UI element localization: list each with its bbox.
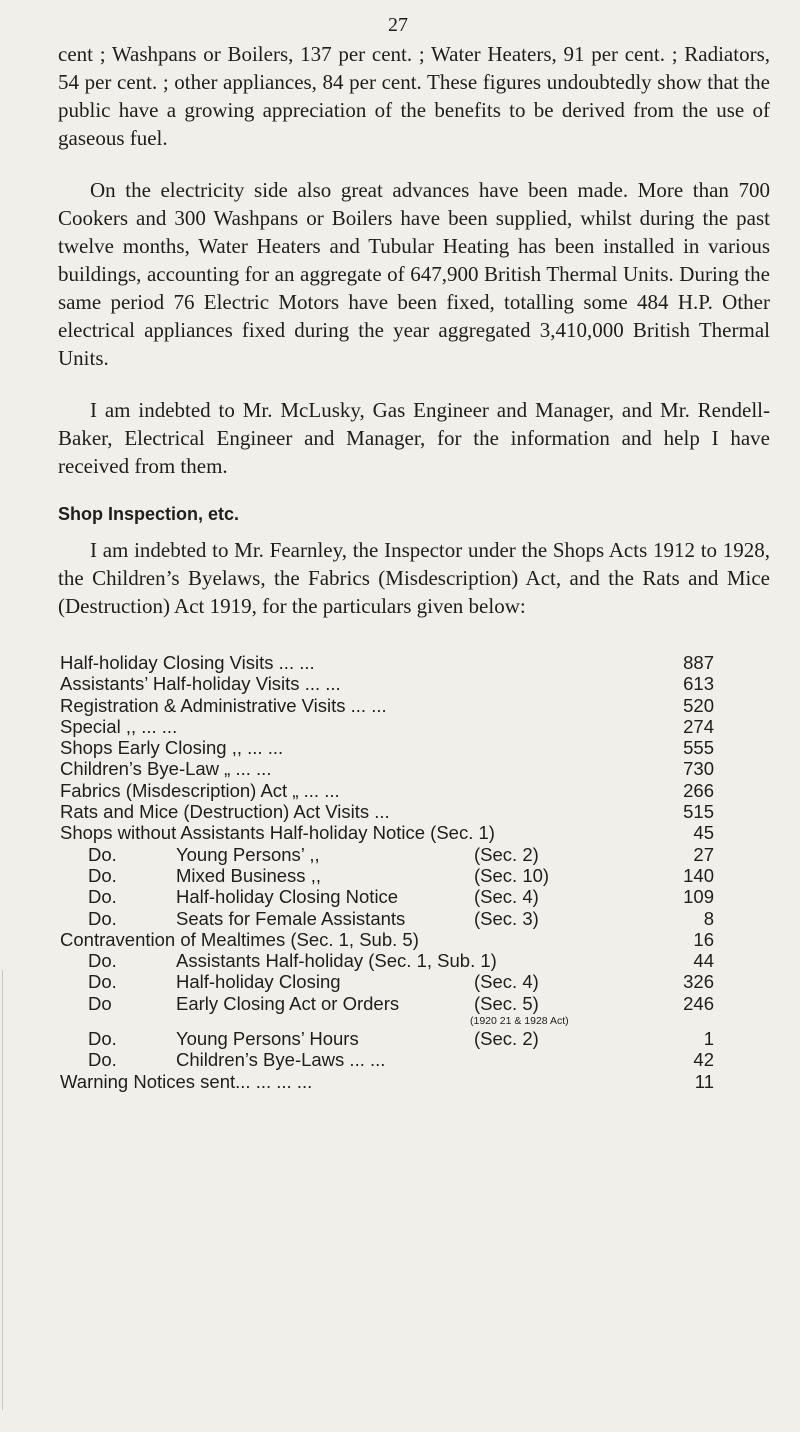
table-row: [60, 1049, 772, 1070]
row-value: 266: [683, 779, 714, 801]
table-row: [60, 929, 772, 950]
row-value: 44: [693, 950, 714, 972]
table-row: [60, 822, 772, 843]
table-row: [60, 652, 772, 673]
row-value: 274: [683, 715, 714, 737]
row-section: (Sec. 10): [474, 864, 550, 886]
row-value: 1: [703, 1028, 714, 1050]
section-heading: Shop Inspection, etc.: [58, 504, 240, 524]
ditto-label: Do.: [88, 843, 117, 865]
row-value: 8: [703, 907, 714, 929]
row-description: Mixed Business ,,: [176, 864, 321, 886]
inspection-table: [60, 652, 772, 1092]
row-value: 11: [694, 1070, 714, 1092]
table-row: [60, 908, 772, 929]
row-value: 42: [693, 1049, 714, 1071]
act-note: (1920 21 & 1928 Act): [470, 1015, 569, 1028]
row-value: 16: [693, 928, 714, 950]
row-description: Young Persons’ Hours: [176, 1028, 359, 1050]
row-value: 326: [683, 971, 714, 993]
page-number: 27: [388, 14, 408, 36]
ditto-label: Do.: [88, 1049, 117, 1071]
table-row: [60, 865, 772, 886]
table-row: [60, 1071, 772, 1092]
row-label: Assistants’ Half-holiday Visits ... ...: [60, 673, 341, 695]
row-label: Warning Notices sent... ... ... ...: [60, 1070, 313, 1092]
row-value: 887: [683, 652, 714, 673]
table-row: [60, 673, 772, 694]
row-description: Children’s Bye-Laws ... ...: [176, 1049, 386, 1071]
table-row: [60, 844, 772, 865]
ditto-label: Do.: [88, 950, 117, 972]
row-section: (Sec. 2): [474, 1028, 539, 1050]
paragraph-electricity: On the electricity side also great advances have been made. More than 700 Cookers and 300 Washpans or Boilers have been supplied, whilst during the past twelve months, Water Heaters and Tubular Heating has been installed in various buildings, accounting for an aggregate of 647,900 British Thermal Units. During the same period 76 Electric Motors have been fixed, totalling some 484 H.P. Other electrical appliances fixed during the year aggregated 3,410,000 British Thermal Units.: [58, 178, 770, 370]
row-section: (Sec. 5): [474, 992, 539, 1014]
row-description: Early Closing Act or Orders: [176, 992, 400, 1014]
row-value: 27: [693, 843, 714, 865]
row-label: Fabrics (Misdescription) Act „ ... ...: [60, 779, 340, 801]
row-value: 140: [683, 864, 714, 886]
row-value: 520: [683, 694, 714, 716]
ditto-label: Do.: [88, 886, 117, 908]
row-value: 515: [683, 801, 714, 823]
row-value: 730: [683, 758, 714, 780]
ditto-label: Do.: [88, 1028, 117, 1050]
row-label: Registration & Administrative Visits ... ...: [60, 694, 387, 716]
row-value: 45: [693, 822, 714, 844]
table-row: [60, 695, 772, 716]
ditto-label: Do.: [88, 864, 117, 886]
row-label: Special ,, ... ...: [60, 715, 178, 737]
ditto-label: Do.: [88, 971, 117, 993]
ditto-label: Do.: [88, 907, 117, 929]
page-edge-line: [2, 970, 3, 1410]
row-value: 613: [683, 673, 714, 695]
row-description: Half-holiday Closing: [176, 971, 341, 993]
row-value: 246: [683, 992, 714, 1014]
row-description: Assistants Half-holiday (Sec. 1, Sub. 1): [176, 950, 497, 972]
row-description: Young Persons’ ,,: [176, 843, 320, 865]
table-row: [60, 886, 772, 907]
row-section: (Sec. 4): [474, 886, 539, 908]
table-row: [60, 1028, 772, 1049]
paragraph-acknowledgement: I am indebted to Mr. McLusky, Gas Engineer and Manager, and Mr. Rendell-Baker, Electrical Engineer and Manager, for the information and help I have received from them.: [58, 398, 770, 478]
table-row: [60, 971, 772, 992]
paragraph-gas-appliances: cent ; Washpans or Boilers, 137 per cent. ; Water Heaters, 91 per cent. ; Radiators, 54 per cent. ; other appliances, 84 per cent. These figures undoubtedly show that the public have a growing appreciation of the benefits to be derived from the use of gaseous fuel.: [58, 42, 770, 150]
table-row: [60, 801, 772, 822]
row-section: (Sec. 2): [474, 843, 539, 865]
row-label: Contravention of Mealtimes (Sec. 1, Sub. 5): [60, 928, 419, 950]
row-description: Seats for Female Assistants: [176, 907, 406, 929]
act-note-row: [60, 1014, 772, 1028]
table-row: [60, 716, 772, 737]
row-label: Half-holiday Closing Visits ... ...: [60, 652, 315, 673]
shop-inspection-intro: I am indebted to Mr. Fearnley, the Inspector under the Shops Acts 1912 to 1928, the Children’s Byelaws, the Fabrics (Misdescription) Act, and the Rats and Mice (Destruction) Act 1919, for the particulars given below:: [58, 538, 770, 618]
row-value: 109: [683, 886, 714, 908]
table-row: [60, 993, 772, 1014]
ditto-label: Do: [88, 992, 112, 1014]
row-value: 555: [683, 737, 714, 759]
table-row: [60, 758, 772, 779]
table-row: [60, 737, 772, 758]
row-label: Shops Early Closing ,, ... ...: [60, 737, 284, 759]
row-section: (Sec. 4): [474, 971, 539, 993]
row-label: Children’s Bye-Law „ ... ...: [60, 758, 272, 780]
row-description: Half-holiday Closing Notice: [176, 886, 399, 908]
table-row: [60, 780, 772, 801]
row-label: Shops without Assistants Half-holiday Notice (Sec. 1): [60, 822, 495, 844]
row-section: (Sec. 3): [474, 907, 539, 929]
table-row: [60, 950, 772, 971]
row-label: Rats and Mice (Destruction) Act Visits ...: [60, 801, 390, 823]
